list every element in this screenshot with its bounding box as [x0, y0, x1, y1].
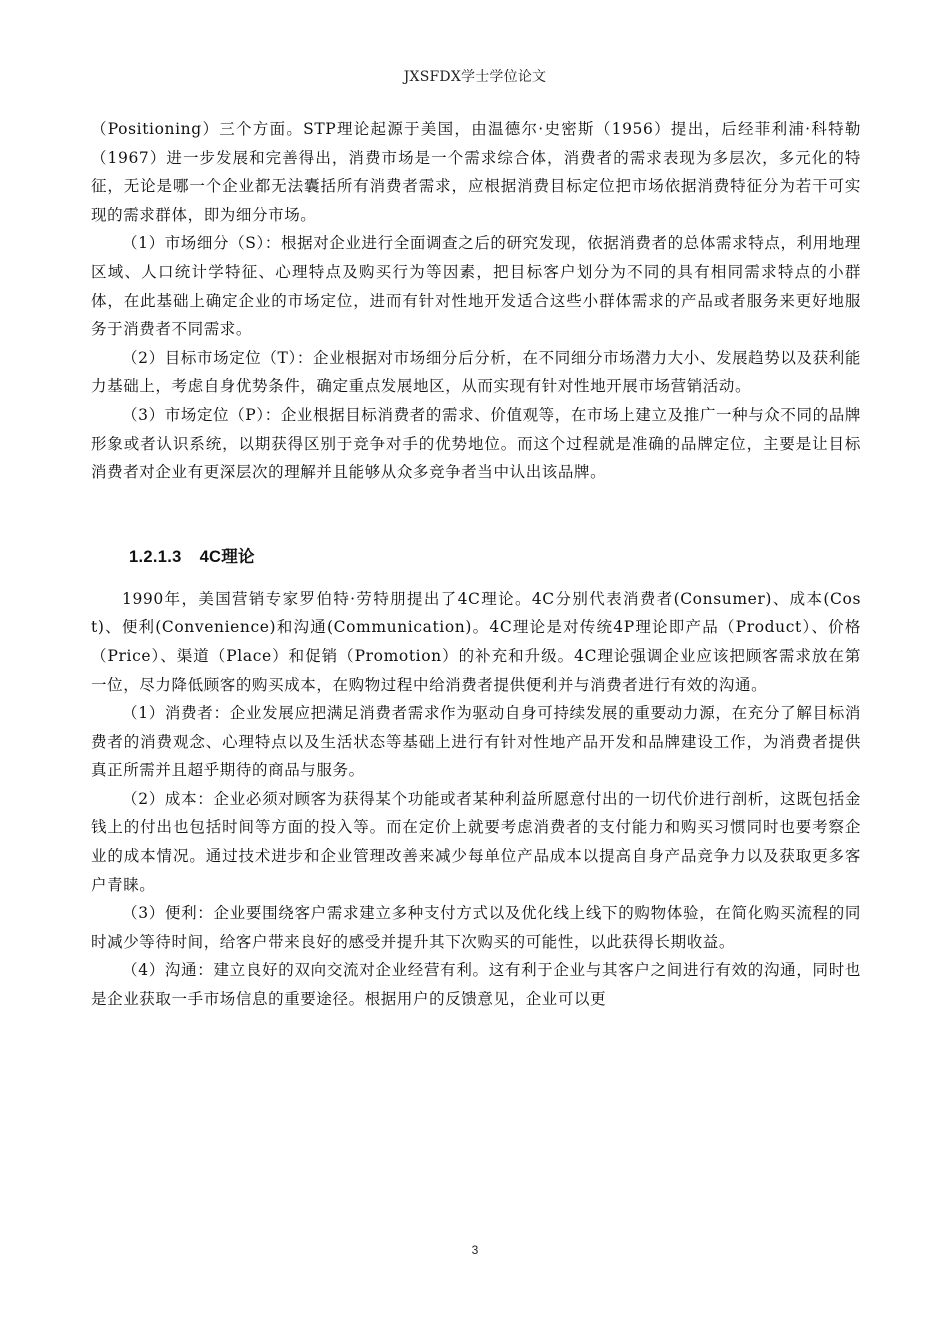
stp-segmentation-paragraph: （1）市场细分（S）：根据对企业进行全面调查之后的研究发现，依据消费者的总体需求特点，利用地理区域、人口统计学特征、心理特点及购买行为等因素，把目标客户划分为不同的具有相同需求特点的小群体，在此基础上确定企业的市场定位，进而有针对性地开发适合这些小群体需求的产品或者服务来更好地服务于消费者不同需求。 — [91, 234, 861, 339]
page-number: 3 — [471, 1243, 479, 1257]
4c-communication-paragraph: （4）沟通：建立良好的双向交流对企业经营有利。这有利于企业与其客户之间进行有效的沟通，同时也是企业获取一手市场信息的重要途径。根据用户的反馈意见，企业可以更 — [91, 961, 861, 1009]
section-heading-number: 1.2.1.3 — [129, 547, 182, 566]
section-spacer — [91, 487, 861, 543]
section-heading-4c — [91, 543, 861, 571]
document-body — [91, 115, 861, 1014]
stp-targeting-paragraph: （2）目标市场定位（T）：企业根据对市场细分后分析，在不同细分市场潜力大小、发展趋势以及获利能力基础上，考虑自身优势条件，确定重点发展地区，从而实现有针对性地开展市场营销活动。 — [91, 348, 861, 396]
4c-consumer-paragraph: （1）消费者：企业发展应把满足消费者需求作为驱动自身可持续发展的重要动力源，在充分了解目标消费者的消费观念、心理特点以及生活状态等基础上进行有针对性地产品开发和品牌建设工作，为消费者提供真正所需并且超乎期待的商品与服务。 — [91, 704, 861, 780]
section-heading-title: 4C理论 — [199, 547, 255, 566]
4c-convenience-paragraph: （3）便利：企业要围绕客户需求建立多种支付方式以及优化线上线下的购物体验，在简化购买流程的同时减少等待时间，给客户带来良好的感受并提升其下次购买的可能性，以此获得长期收益。 — [91, 904, 861, 951]
stp-positioning-paragraph: （3）市场定位（P）：企业根据目标消费者的需求、价值观等，在市场上建立及推广一种与众不同的品牌形象或者认识系统，以期获得区别于竞争对手的优势地位。而这个过程就是准确的品牌定位，主要是让目标消费者对企业有更深层次的理解并且能够从众多竞争者当中认出该品牌。 — [91, 405, 861, 482]
4c-cost-paragraph: （2）成本：企业必须对顾客为获得某个功能或者某种利益所愿意付出的一切代价进行剖析，这既包括金钱上的付出也包括时间等方面的投入等。而在定价上就要考虑消费者的支付能力和购买习惯同时也要考察企业的成本情况。通过技术进步和企业管理改善来减少每单位产品成本以提高自身产品竞争力以及获取更多客户青睐。 — [91, 789, 861, 894]
page-header: JXSFDX学士学位论文 — [403, 69, 547, 85]
4c-intro-paragraph: 1990年，美国营销专家罗伯特·劳特朋提出了4C理论。4C分别代表消费者(Consumer)、成本(Cost)、便利(Convenience)和沟通(Communication)。4C理论是对传统4P理论即产品（Product）、价格（Price）、渠道（Place）和促销（Promotion）的补充和升级。4C理论强调企业应该把顾客需求放在第一位，尽力降低顾客的购买成本，在购物过程中给消费者提供便利并与消费者进行有效的沟通。 — [91, 589, 861, 694]
stp-intro-paragraph: （Positioning）三个方面。STP理论起源于美国，由温德尔·史密斯（1956）提出，后经菲利浦·科特勒（1967）进一步发展和完善得出，消费市场是一个需求综合体，消费者的需求表现为多层次，多元化的特征，无论是哪一个企业都无法囊括所有消费者需求，应根据消费目标定位把市场依据消费特征分为若干可实现的需求群体，即为细分市场。 — [91, 120, 861, 224]
